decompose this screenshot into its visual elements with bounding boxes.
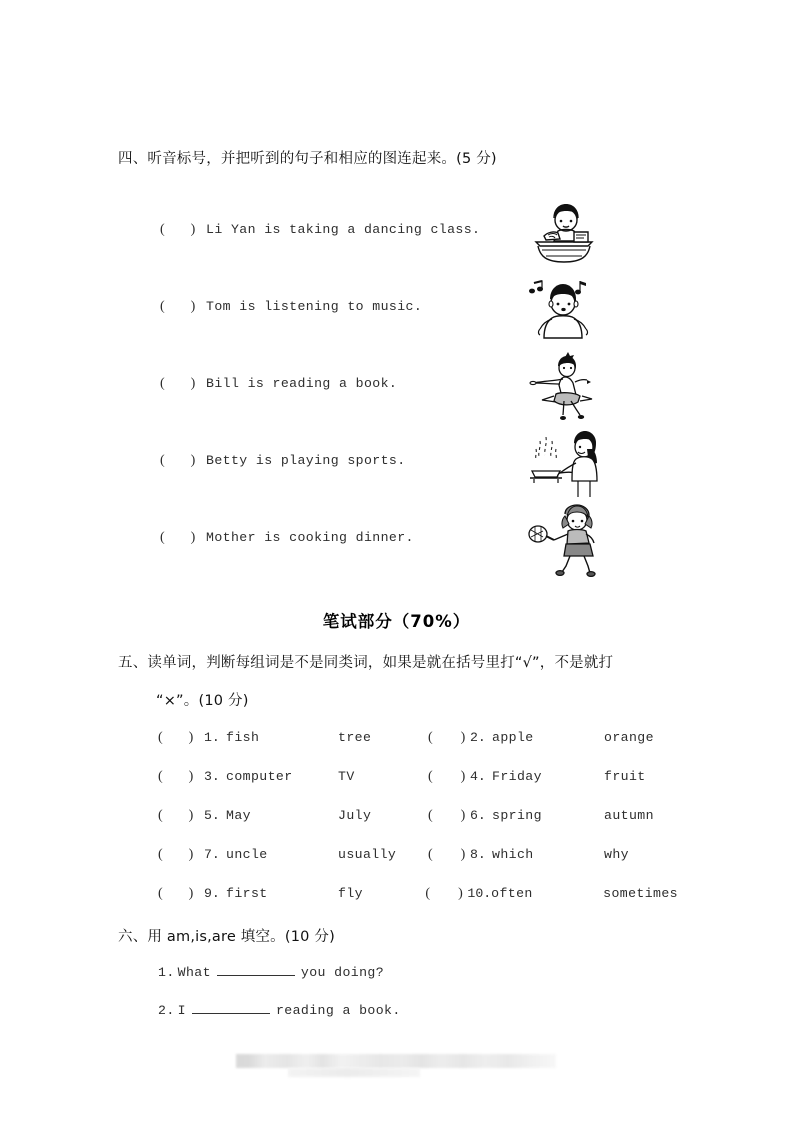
- sentence-text: Li Yan is taking a dancing class.: [206, 222, 481, 237]
- boy-reading-at-desk-icon: [518, 196, 606, 270]
- sentence-text: Betty is playing sports.: [206, 453, 406, 468]
- question-text-after: you doing?: [300, 965, 385, 980]
- pair-cell-left[interactable]: [158, 847, 428, 863]
- pair-word-1: Friday: [492, 769, 542, 784]
- pair-number: 8.: [470, 847, 486, 862]
- answer-bracket[interactable]: ( ): [160, 222, 196, 237]
- table-row[interactable]: [158, 730, 678, 769]
- table-row[interactable]: [158, 769, 678, 808]
- pair-word-1: May: [226, 808, 251, 823]
- section-five-heading-line2: “×”。(10 分): [156, 693, 249, 709]
- woman-cooking-icon: [518, 427, 606, 501]
- pair-cell-left[interactable]: [158, 730, 428, 746]
- pair-word-1: first: [226, 886, 268, 901]
- pair-number: 6.: [470, 808, 486, 823]
- answer-bracket[interactable]: ( ): [160, 376, 196, 391]
- illustration-cell[interactable]: [518, 196, 618, 273]
- question-number: 1.: [158, 965, 175, 980]
- pair-cell-right[interactable]: [428, 730, 654, 746]
- answer-blank[interactable]: [192, 1001, 270, 1014]
- fill-in-blank-list: [158, 963, 578, 1039]
- table-row[interactable]: [158, 886, 678, 925]
- pair-number: 7.: [204, 847, 220, 862]
- pair-word-1: computer: [226, 769, 293, 784]
- table-row[interactable]: [158, 808, 678, 847]
- list-item[interactable]: [160, 530, 520, 607]
- answer-bracket[interactable]: ( ): [158, 847, 194, 862]
- pair-word-2: usually: [338, 847, 397, 862]
- pair-number: 1.: [204, 730, 220, 745]
- pair-word-2: tree: [338, 730, 372, 745]
- section-five-heading-line1: 五、读单词，判断每组词是不是同类词，如果是就在括号里打“√”，不是就打: [118, 655, 614, 671]
- bottom-watermark-secondary: [288, 1068, 420, 1077]
- sentence-text: Mother is cooking dinner.: [206, 530, 414, 545]
- pair-word-2: fruit: [604, 769, 646, 784]
- pair-word-1: often: [491, 886, 533, 901]
- pair-number: 3.: [204, 769, 220, 784]
- question-text-after: reading a book.: [275, 1003, 401, 1018]
- pair-cell-left[interactable]: [158, 886, 425, 902]
- pair-cell-left[interactable]: [158, 808, 428, 824]
- sentence-text: Bill is reading a book.: [206, 376, 398, 391]
- answer-bracket[interactable]: ( ): [158, 769, 194, 784]
- answer-bracket[interactable]: ( ): [158, 730, 194, 745]
- list-item[interactable]: [160, 376, 520, 453]
- girl-playing-tennis-icon: [518, 504, 606, 578]
- illustration-column: [518, 196, 618, 581]
- ballerina-dancing-icon: [518, 350, 606, 424]
- illustration-cell[interactable]: [518, 350, 618, 427]
- answer-bracket[interactable]: ( ): [160, 453, 196, 468]
- list-item[interactable]: [160, 299, 520, 376]
- pair-number: 4.: [470, 769, 486, 784]
- section-six-heading: 六、用 am,is,are 填空。(10 分): [118, 929, 335, 945]
- section-four-heading: 四、听音标号，并把听到的句子和相应的图连起来。(5 分): [118, 151, 497, 167]
- answer-bracket[interactable]: ( ): [428, 847, 466, 862]
- written-part-banner: 笔试部分（70%）: [322, 612, 471, 631]
- answer-bracket[interactable]: ( ): [160, 530, 196, 545]
- answer-bracket[interactable]: ( ): [425, 886, 463, 901]
- question-text-before: What: [177, 965, 211, 980]
- answer-bracket[interactable]: ( ): [428, 808, 466, 823]
- pair-cell-right[interactable]: [428, 769, 646, 785]
- child-listening-music-icon: [518, 273, 606, 347]
- answer-blank[interactable]: [217, 963, 295, 976]
- pair-number: 10.: [467, 886, 492, 901]
- list-item[interactable]: [160, 453, 520, 530]
- pair-word-1: apple: [492, 730, 534, 745]
- pair-cell-left[interactable]: [158, 769, 428, 785]
- pair-word-2: fly: [338, 886, 363, 901]
- pair-word-1: uncle: [226, 847, 268, 862]
- pair-cell-right[interactable]: [428, 808, 654, 824]
- listening-match-list: [160, 222, 520, 607]
- pair-word-2: orange: [604, 730, 654, 745]
- question-number: 2.: [158, 1003, 175, 1018]
- sentence-text: Tom is listening to music.: [206, 299, 423, 314]
- answer-bracket[interactable]: ( ): [160, 299, 196, 314]
- answer-bracket[interactable]: ( ): [428, 769, 466, 784]
- pair-word-2: July: [338, 808, 372, 823]
- pair-cell-right[interactable]: [428, 847, 629, 863]
- pair-number: 5.: [204, 808, 220, 823]
- bottom-watermark: [236, 1054, 556, 1068]
- question-text-before: I: [177, 1003, 186, 1018]
- pair-number: 2.: [470, 730, 486, 745]
- answer-bracket[interactable]: ( ): [428, 730, 466, 745]
- pair-word-2: sometimes: [603, 886, 678, 901]
- illustration-cell[interactable]: [518, 427, 618, 504]
- illustration-cell[interactable]: [518, 273, 618, 350]
- list-item[interactable]: [158, 1001, 578, 1039]
- pair-cell-right[interactable]: [425, 886, 678, 902]
- pair-word-2: why: [604, 847, 629, 862]
- pair-word-2: TV: [338, 769, 355, 784]
- pair-word-1: which: [492, 847, 534, 862]
- list-item[interactable]: [160, 222, 520, 299]
- list-item[interactable]: [158, 963, 578, 1001]
- pair-word-1: spring: [492, 808, 542, 823]
- pair-number: 9.: [204, 886, 220, 901]
- illustration-cell[interactable]: [518, 504, 618, 581]
- answer-bracket[interactable]: ( ): [158, 886, 194, 901]
- table-row[interactable]: [158, 847, 678, 886]
- answer-bracket[interactable]: ( ): [158, 808, 194, 823]
- word-pairs-table: [158, 730, 678, 925]
- pair-word-2: autumn: [604, 808, 654, 823]
- pair-word-1: fish: [226, 730, 260, 745]
